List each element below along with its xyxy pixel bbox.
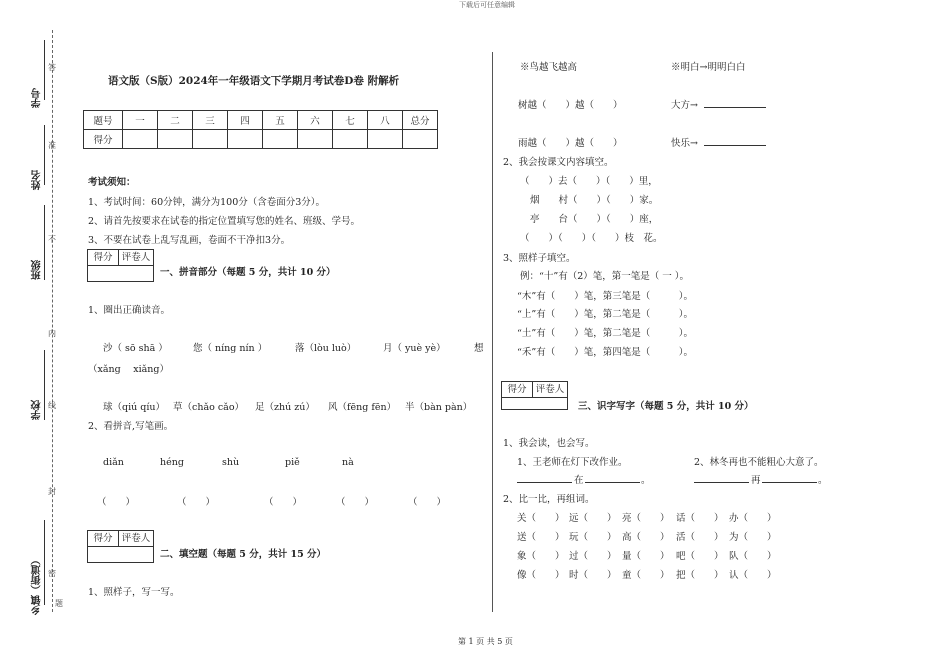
r-question3: 3、照样子填空。	[503, 253, 576, 264]
stroke-pinyin: diǎn	[103, 457, 124, 468]
grader-score-label: 得分	[88, 531, 119, 546]
score-cell: 四	[228, 111, 263, 130]
fill-sentence[interactable]: 雨越（ ）越（ ）	[518, 138, 623, 149]
seal-char: 线	[48, 401, 56, 410]
score-cell: 题号	[84, 111, 123, 130]
grader-score-label: 得分	[88, 250, 119, 265]
seal-char: 题	[55, 599, 63, 608]
write-blank[interactable]	[762, 482, 817, 483]
stroke-fill[interactable]: “木”有（ ）笔，第三笔是（ ）。	[517, 291, 693, 302]
score-table	[83, 110, 438, 149]
label-student-id: 学号	[32, 88, 43, 108]
fill-word-label: 快乐→	[671, 138, 698, 149]
label-class: 班级	[32, 260, 43, 280]
pinyin-choice[interactable]: 沙（ sō shā ）	[103, 343, 168, 354]
score-input-cell[interactable]	[263, 130, 298, 149]
score-cell: 八	[368, 111, 403, 130]
score-cell: 二	[158, 111, 193, 130]
score-input-cell[interactable]	[193, 130, 228, 149]
grader-box	[87, 530, 154, 547]
binding-line	[44, 40, 45, 100]
pinyin-choice[interactable]: 足（zhú zú）	[255, 402, 315, 413]
seal-dashed-line	[52, 30, 53, 612]
stroke-pinyin: shù	[222, 457, 240, 468]
column-divider	[492, 52, 493, 612]
section2-title: 二、填空题（每题 5 分，共计 15 分）	[160, 549, 327, 560]
seal-char: 封	[48, 487, 56, 496]
score-cell: 五	[263, 111, 298, 130]
compare-item[interactable]: 量（ ）	[622, 551, 670, 562]
label-township: 乡镇（街道）	[32, 555, 43, 615]
period: 。	[641, 475, 651, 486]
poem-line[interactable]: （ ）去（ ）（ ）里，	[520, 176, 658, 187]
page-footer: 第 1 页 共 5 页	[458, 637, 513, 646]
compare-item[interactable]: 认（ ）	[729, 570, 777, 581]
score-input-cell[interactable]	[403, 130, 438, 149]
exam-title: 语文版（S版）2024年一年级语文下学期月考试卷D卷 附解析	[108, 75, 400, 87]
score-input-cell[interactable]	[298, 130, 333, 149]
compare-item[interactable]: 活（ ）	[676, 532, 724, 543]
score-cell: 六	[298, 111, 333, 130]
poem-line[interactable]: 亭 台（ ）（ ）座，	[530, 214, 659, 225]
score-cell: 七	[333, 111, 368, 130]
compare-item[interactable]: 吧（ ）	[676, 551, 724, 562]
section3-title: 三、识字写字（每题 5 分，共计 10 分）	[578, 401, 754, 412]
grader-input[interactable]	[501, 397, 568, 410]
write-blank[interactable]	[585, 482, 640, 483]
fill-word-blank[interactable]	[704, 145, 766, 146]
compare-item[interactable]: 关（ ）	[517, 513, 565, 524]
binding-line	[44, 205, 45, 280]
grader-box	[501, 381, 568, 398]
seal-char: 准	[48, 141, 56, 150]
compare-item[interactable]: 像（ ）	[517, 570, 565, 581]
compare-item[interactable]: 过（ ）	[569, 551, 617, 562]
s3-question1: 1、我会读，也会写。	[503, 438, 595, 449]
poem-line[interactable]: 烟 村（ ）（ ）家。	[530, 195, 659, 206]
compare-item[interactable]: 玩（ ）	[569, 532, 617, 543]
header-note: 下载后可任意编辑	[459, 1, 515, 9]
score-input-cell[interactable]	[368, 130, 403, 149]
pinyin-choice[interactable]: 月（ yuè yè）	[383, 343, 446, 354]
score-table-header-row	[84, 111, 438, 130]
seal-char: 不	[48, 235, 56, 244]
compare-item[interactable]: 高（ ）	[622, 532, 670, 543]
s3-question2: 2、比一比，再组词。	[503, 494, 595, 505]
binding-line	[44, 350, 45, 420]
score-cell: 得分	[84, 130, 123, 149]
compare-item[interactable]: 为（ ）	[729, 532, 777, 543]
compare-item[interactable]: 队（ ）	[729, 551, 777, 562]
s3-sentence: 2、林冬再也不能粗心大意了。	[694, 457, 824, 468]
score-input-cell[interactable]	[123, 130, 158, 149]
stroke-answer[interactable]: （ ）	[97, 497, 136, 508]
stroke-pinyin: nà	[342, 457, 354, 468]
stroke-answer[interactable]: （ ）	[264, 497, 303, 508]
compare-item[interactable]: 亮（ ）	[622, 513, 670, 524]
pinyin-choice[interactable]: 半（bàn pàn）	[405, 402, 473, 413]
compare-item[interactable]: 办（ ）	[729, 513, 777, 524]
compare-item[interactable]: 象（ ）	[517, 551, 565, 562]
fill-word-blank[interactable]	[704, 107, 766, 108]
pinyin-choice[interactable]: 想	[474, 343, 484, 354]
grader-reviewer-label: 评卷人	[121, 533, 151, 544]
zai-char: 在	[574, 475, 584, 486]
s3-sentence: 1、王老师在灯下改作业。	[517, 457, 628, 468]
compare-item[interactable]: 远（ ）	[569, 513, 617, 524]
pinyin-choice[interactable]: 草（chǎo cǎo）	[173, 402, 245, 413]
poem-line[interactable]: （ ）（ ）（ ）枝 花。	[520, 233, 663, 244]
score-input-cell[interactable]	[228, 130, 263, 149]
score-input-cell[interactable]	[333, 130, 368, 149]
notice-item: 3、不要在试卷上乱写乱画，卷面不干净扣3分。	[88, 235, 291, 246]
stroke-example: 例：“十”有（2）笔，第一笔是（ 一 ）。	[520, 271, 690, 282]
write-blank[interactable]	[694, 482, 749, 483]
stroke-fill[interactable]: “上”有（ ）笔，第二笔是（ ）。	[517, 309, 693, 320]
grader-input[interactable]	[87, 265, 154, 282]
zai2-char: 再	[751, 475, 761, 486]
pinyin-choice[interactable]: 风（fēng fēn）	[328, 402, 397, 413]
stroke-fill[interactable]: “土”有（ ）笔，第二笔是（ ）。	[517, 328, 693, 339]
s1-question2: 2、看拼音,写笔画。	[88, 421, 174, 432]
notice-item: 2、请首先按要求在试卷的指定位置填写您的姓名、班级、学号。	[88, 216, 361, 227]
compare-item[interactable]: 话（ ）	[676, 513, 724, 524]
score-cell: 一	[123, 111, 158, 130]
stroke-fill[interactable]: “禾”有（ ）笔，第四笔是（ ）。	[517, 347, 693, 358]
stroke-answer[interactable]: （ ）	[336, 497, 375, 508]
pinyin-choice[interactable]: （xǎng xiǎng）	[88, 364, 170, 375]
section1-title: 一、拼音部分（每题 5 分，共计 10 分）	[160, 267, 336, 278]
score-cell: 三	[193, 111, 228, 130]
stroke-pinyin: héng	[160, 457, 184, 468]
s1-question1: 1、圈出正确读音。	[88, 305, 171, 316]
grader-input[interactable]	[87, 546, 154, 563]
binding-line	[44, 520, 45, 605]
compare-item[interactable]: 童（ ）	[622, 570, 670, 581]
fill-word-label: 大方→	[671, 100, 698, 111]
r-question2: 2、我会按课文内容填空。	[503, 157, 614, 168]
label-school: 学校	[32, 400, 43, 420]
grader-reviewer-label: 评卷人	[121, 252, 151, 263]
notice-item: 1、考试时间：60分钟，满分为100分（含卷面分3分）。	[88, 197, 326, 208]
pinyin-choice[interactable]: 落（lòu luò）	[295, 343, 357, 354]
pinyin-choice[interactable]: 您（ níng nín ）	[193, 343, 268, 354]
period: 。	[818, 475, 828, 486]
seal-char: 内	[48, 329, 56, 338]
stroke-answer[interactable]: （ ）	[177, 497, 216, 508]
fill-sentence[interactable]: 树越（ ）越（ ）	[518, 100, 623, 111]
grader-box	[87, 249, 154, 266]
example-word: ※明白→明明白白	[671, 62, 746, 73]
s2-question1: 1、照样子，写一写。	[88, 587, 180, 598]
grader-reviewer-label: 评卷人	[535, 384, 565, 395]
stroke-answer[interactable]: （ ）	[408, 497, 447, 508]
compare-item[interactable]: 送（ ）	[517, 532, 565, 543]
score-cell: 总分	[403, 111, 438, 130]
compare-item[interactable]: 把（ ）	[676, 570, 724, 581]
compare-item[interactable]: 时（ ）	[569, 570, 617, 581]
seal-char: 密	[48, 569, 56, 578]
write-blank[interactable]	[517, 482, 572, 483]
score-table-score-row	[84, 130, 438, 149]
grader-score-label: 得分	[502, 382, 533, 397]
notice-heading: 考试须知：	[88, 177, 136, 188]
stroke-pinyin: piě	[285, 457, 300, 468]
score-input-cell[interactable]	[158, 130, 193, 149]
binding-line	[44, 125, 45, 185]
label-name: 姓名	[32, 170, 43, 190]
seal-char: 答	[48, 63, 56, 72]
example-sentence: ※鸟越飞越高	[520, 62, 578, 73]
pinyin-choice[interactable]: 球（qiú qíu）	[103, 402, 165, 413]
